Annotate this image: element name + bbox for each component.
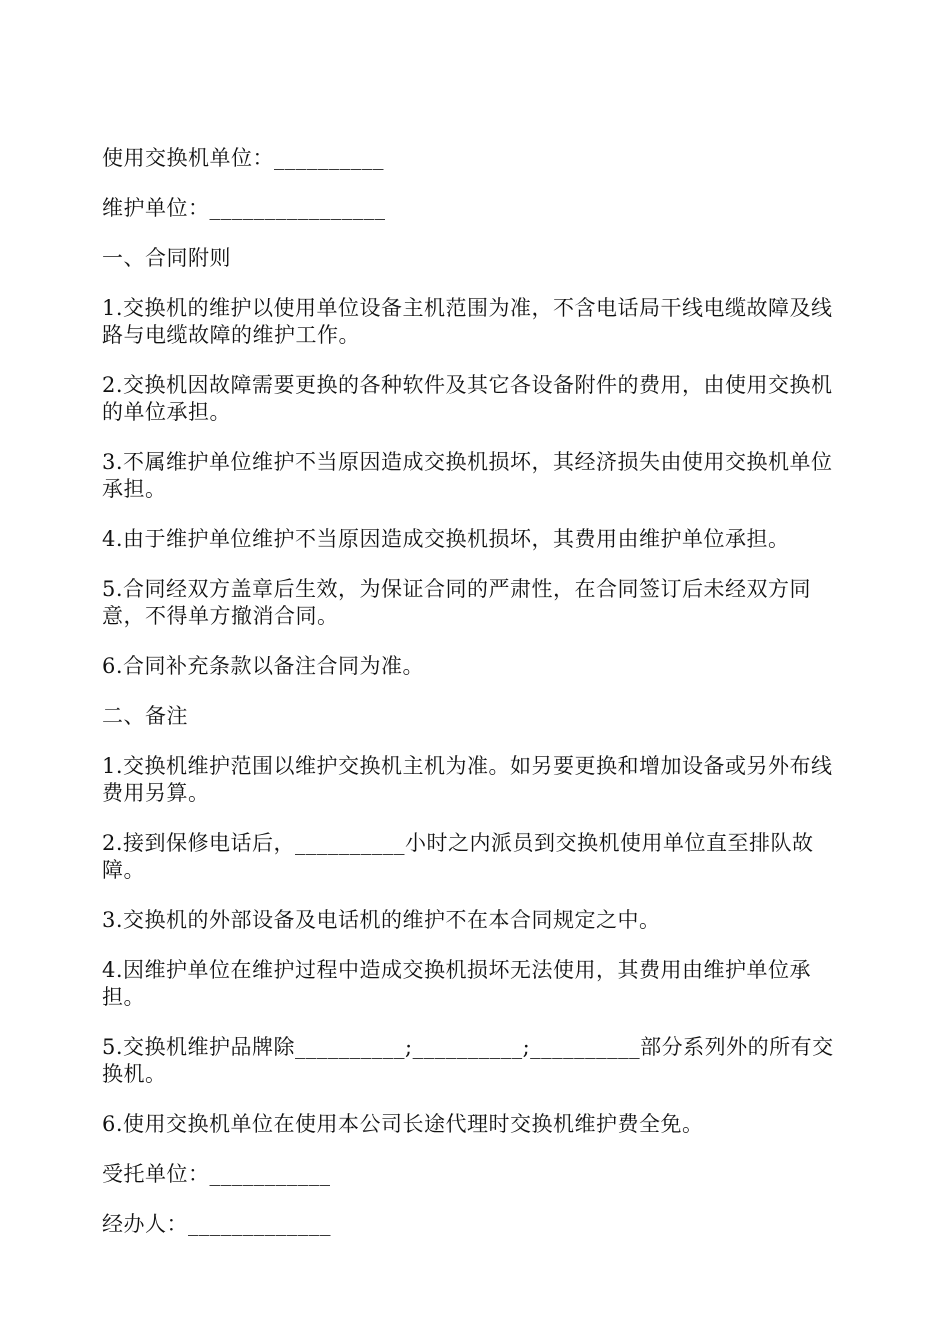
section-2-item-5: 5.交换机维护品牌除__________;__________;__________部分系列外的所有交换机。 — [102, 1035, 834, 1086]
section-1-title: 一、合同附则 — [102, 246, 231, 270]
section-1-item-2: 2.交换机因故障需要更换的各种软件及其它各设备附件的费用，由使用交换机的单位承担。 — [102, 373, 833, 424]
section-1-item-5: 5.合同经双方盖章后生效，为保证合同的严肃性，在合同签订后未经双方同意，不得单方撤消合同。 — [102, 577, 812, 628]
section-1-item-1: 1.交换机的维护以使用单位设备主机范围为准，不含电话局干线电缆故障及线路与电缆故障的维护工作。 — [102, 296, 833, 347]
handler-line: 经办人：_____________ — [102, 1212, 331, 1236]
maintenance-unit-line: 维护单位：________________ — [102, 196, 386, 220]
entrusted-unit-line: 受托单位：___________ — [102, 1162, 331, 1186]
section-1-item-4: 4.由于维护单位维护不当原因造成交换机损坏，其费用由维护单位承担。 — [102, 527, 790, 551]
section-2-item-4: 4.因维护单位在维护过程中造成交换机损坏无法使用，其费用由维护单位承担。 — [102, 958, 812, 1009]
section-2-title: 二、备注 — [102, 704, 188, 728]
section-1-item-3: 3.不属维护单位维护不当原因造成交换机损坏，其经济损失由使用交换机单位承担。 — [102, 450, 833, 501]
section-2-item-1: 1.交换机维护范围以维护交换机主机为准。如另要更换和增加设备或另外布线费用另算。 — [102, 754, 833, 805]
section-1-item-6: 6.合同补充条款以备注合同为准。 — [102, 654, 425, 678]
user-unit-line: 使用交换机单位：__________ — [102, 146, 384, 170]
section-2-item-6: 6.使用交换机单位在使用本公司长途代理时交换机维护费全免。 — [102, 1112, 704, 1136]
section-2-item-3: 3.交换机的外部设备及电话机的维护不在本合同规定之中。 — [102, 908, 661, 932]
section-2-item-2: 2.接到保修电话后，__________小时之内派员到交换机使用单位直至排队故障。 — [102, 831, 814, 882]
